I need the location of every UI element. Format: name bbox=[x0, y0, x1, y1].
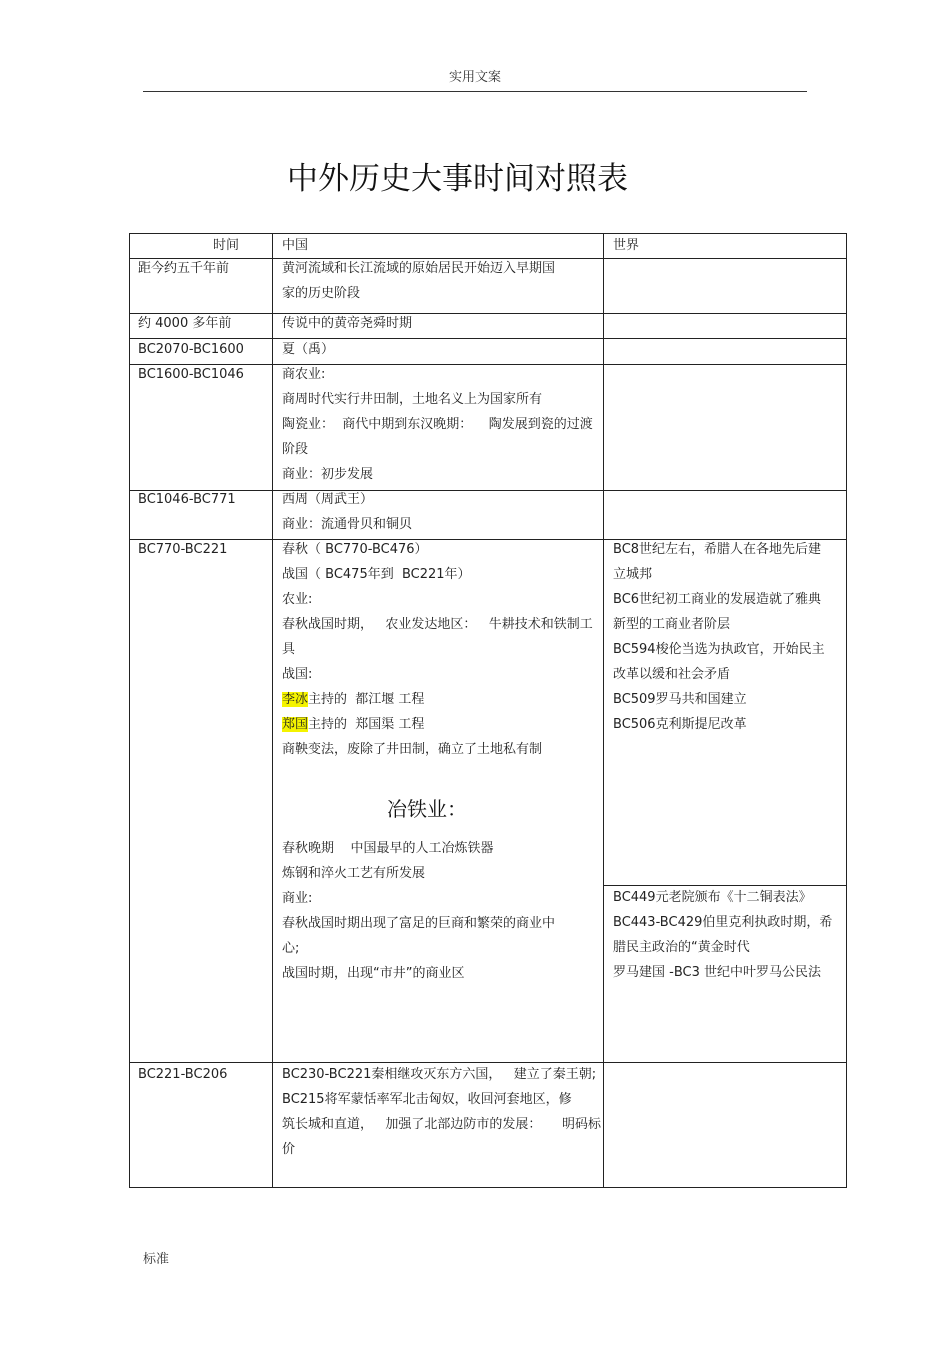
china-line: 商鞅变法，废除了井田制，确立了土地私有制 bbox=[282, 742, 543, 757]
world-line: 改革以缓和社会矛盾 bbox=[613, 667, 731, 682]
row-china bbox=[282, 537, 593, 762]
world-line: 罗马建国 -BC3 世纪中叶罗马公民法 bbox=[613, 965, 821, 980]
china-line: 春秋战国时期出现了富足的巨商和繁荣的商业中 bbox=[282, 916, 556, 931]
table-rule bbox=[603, 233, 604, 1188]
world-line: 新型的工商业者阶层 bbox=[613, 617, 731, 632]
row-world bbox=[613, 885, 832, 985]
page-footer: 标准 bbox=[143, 1252, 170, 1267]
header-world: 世界 bbox=[613, 238, 640, 253]
china-line: 炼钢和淬火工艺有所发展 bbox=[282, 866, 426, 881]
china-line: 陶瓷业： 商代中期到东汉晚期： 陶发展到瓷的过渡 bbox=[282, 417, 593, 432]
header-divider bbox=[143, 91, 807, 92]
world-line: 立城邦 bbox=[613, 567, 653, 582]
row-china bbox=[282, 311, 412, 336]
china-line: 黄河流域和长江流域的原始居民开始迈入早期国 bbox=[282, 261, 556, 276]
table-rule bbox=[129, 490, 847, 491]
china-line: 春秋战国时期， 农业发达地区： 牛耕技术和铁制工 bbox=[282, 617, 593, 632]
china-line: 阶段 bbox=[282, 442, 309, 457]
row-time: BC2070-BC1600 bbox=[138, 342, 244, 357]
row-china bbox=[282, 836, 555, 986]
header-china: 中国 bbox=[282, 238, 309, 253]
row-time: BC1600-BC1046 bbox=[138, 367, 244, 382]
table-rule bbox=[272, 233, 273, 1188]
row-china bbox=[282, 1062, 601, 1162]
row-china bbox=[282, 337, 334, 362]
china-line: 西周（周武王） bbox=[282, 492, 374, 507]
china-line: 心; bbox=[282, 941, 300, 956]
highlighted-name: 李冰 bbox=[282, 692, 309, 707]
china-line: 战国（ BC475年到 BC221年） bbox=[282, 567, 471, 582]
china-line: 传说中的黄帝尧舜时期 bbox=[282, 316, 413, 331]
china-line: BC215将军蒙恬率军北击匈奴，收回河套地区，修 bbox=[282, 1092, 572, 1107]
china-line: 商业: bbox=[282, 891, 313, 906]
china-line: 筑长城和直道， 加强了北部边防市的发展： 明码标 bbox=[282, 1117, 602, 1132]
world-line: BC506克利斯提尼改革 bbox=[613, 717, 747, 732]
china-line: 春秋晚期 中国最早的人工冶炼铁器 bbox=[282, 841, 494, 856]
china-line: 春秋（ BC770-BC476） bbox=[282, 542, 428, 557]
world-line: BC449元老院颁布《十二铜表法》 bbox=[613, 890, 812, 905]
highlighted-name: 郑国 bbox=[282, 717, 309, 732]
row-time: 距今约五千年前 bbox=[138, 261, 230, 276]
document-title: 中外历史大事时间对照表 bbox=[287, 161, 628, 197]
world-line: BC594梭伦当选为执政官，开始民主 bbox=[613, 642, 825, 657]
row-china bbox=[282, 256, 555, 306]
row-time: BC770-BC221 bbox=[138, 542, 228, 557]
header-time: 时间 bbox=[213, 238, 240, 253]
china-line: 商周时代实行井田制，土地名义上为国家所有 bbox=[282, 392, 543, 407]
table-rule bbox=[129, 1187, 847, 1188]
table-rule bbox=[846, 233, 847, 1188]
china-line-rest: 主持的 郑国渠 工程 bbox=[308, 717, 425, 732]
table-rule bbox=[129, 233, 130, 1188]
china-line: 夏（禹） bbox=[282, 342, 335, 357]
china-line: 农业: bbox=[282, 592, 313, 607]
china-line: 家的历史阶段 bbox=[282, 286, 361, 301]
row-time: 约 4000 多年前 bbox=[138, 316, 232, 331]
row-china bbox=[282, 487, 412, 537]
section-heading: 冶铁业： bbox=[387, 797, 467, 821]
china-line: BC230-BC221秦相继攻灭东方六国， 建立了秦王朝; bbox=[282, 1067, 597, 1082]
china-line: 商农业: bbox=[282, 367, 326, 382]
china-line bbox=[282, 712, 593, 737]
china-line: 具 bbox=[282, 642, 296, 657]
china-line: 商业：初步发展 bbox=[282, 467, 374, 482]
world-line: BC6世纪初工商业的发展造就了雅典 bbox=[613, 592, 822, 607]
row-china bbox=[282, 362, 593, 487]
china-line: 商业：流通骨贝和铜贝 bbox=[282, 517, 413, 532]
world-line: BC509罗马共和国建立 bbox=[613, 692, 747, 707]
row-time: BC1046-BC771 bbox=[138, 492, 236, 507]
world-line: BC443-BC429伯里克利执政时期，希 bbox=[613, 915, 833, 930]
china-line-rest: 主持的 都江堰 工程 bbox=[308, 692, 425, 707]
china-line: 战国: bbox=[282, 667, 313, 682]
table-rule bbox=[129, 313, 847, 314]
page-header: 实用文案 bbox=[448, 70, 501, 85]
row-time: BC221-BC206 bbox=[138, 1067, 228, 1082]
china-line bbox=[282, 687, 593, 712]
china-line: 价 bbox=[282, 1142, 296, 1157]
row-world bbox=[613, 537, 825, 737]
world-line: 腊民主政治的“黄金时代 bbox=[613, 940, 750, 955]
china-line: 战国时期，出现“市井”的商业区 bbox=[282, 966, 465, 981]
world-line: BC8世纪左右，希腊人在各地先后建 bbox=[613, 542, 822, 557]
